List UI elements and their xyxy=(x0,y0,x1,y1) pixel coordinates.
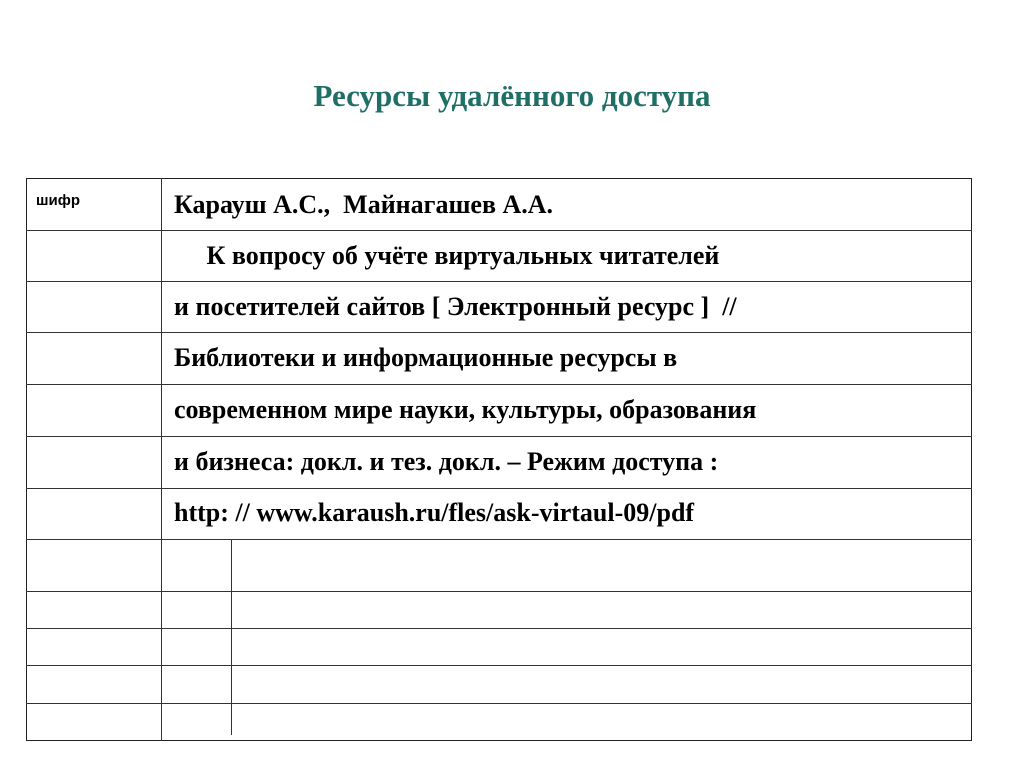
row-divider xyxy=(26,332,972,333)
card-line-access-mode: и бизнеса: докл. и тез. докл. – Режим доступа : xyxy=(174,447,719,476)
row-divider xyxy=(26,488,972,489)
row-divider xyxy=(26,281,972,282)
row-divider xyxy=(26,665,972,666)
row-divider xyxy=(26,539,972,540)
row-divider xyxy=(26,591,972,592)
row-divider xyxy=(26,628,972,629)
card-line-title: К вопросу об учёте виртуальных читателей xyxy=(174,241,720,270)
card-line-url: http: // www.karaush.ru/fles/ask-virtaul-09/pdf xyxy=(174,498,695,527)
row-divider xyxy=(26,703,972,704)
cipher-label: шифр xyxy=(36,192,81,209)
page-title: Ресурсы удалённого доступа xyxy=(313,78,711,113)
row-divider xyxy=(26,230,972,231)
card-line-authors: Карауш А.С., Майнагашев А.А. xyxy=(174,190,554,219)
card-line-resource: и посетителей сайтов [ Электронный ресурс ] // xyxy=(174,292,737,321)
row-divider xyxy=(26,436,972,437)
column-divider xyxy=(161,178,162,741)
card-line-source: Библиотеки и информационные ресурсы в xyxy=(174,343,678,372)
row-divider xyxy=(26,384,972,385)
card-line-source-cont: современном мире науки, культуры, образования xyxy=(174,395,757,424)
indent-line xyxy=(231,539,232,735)
